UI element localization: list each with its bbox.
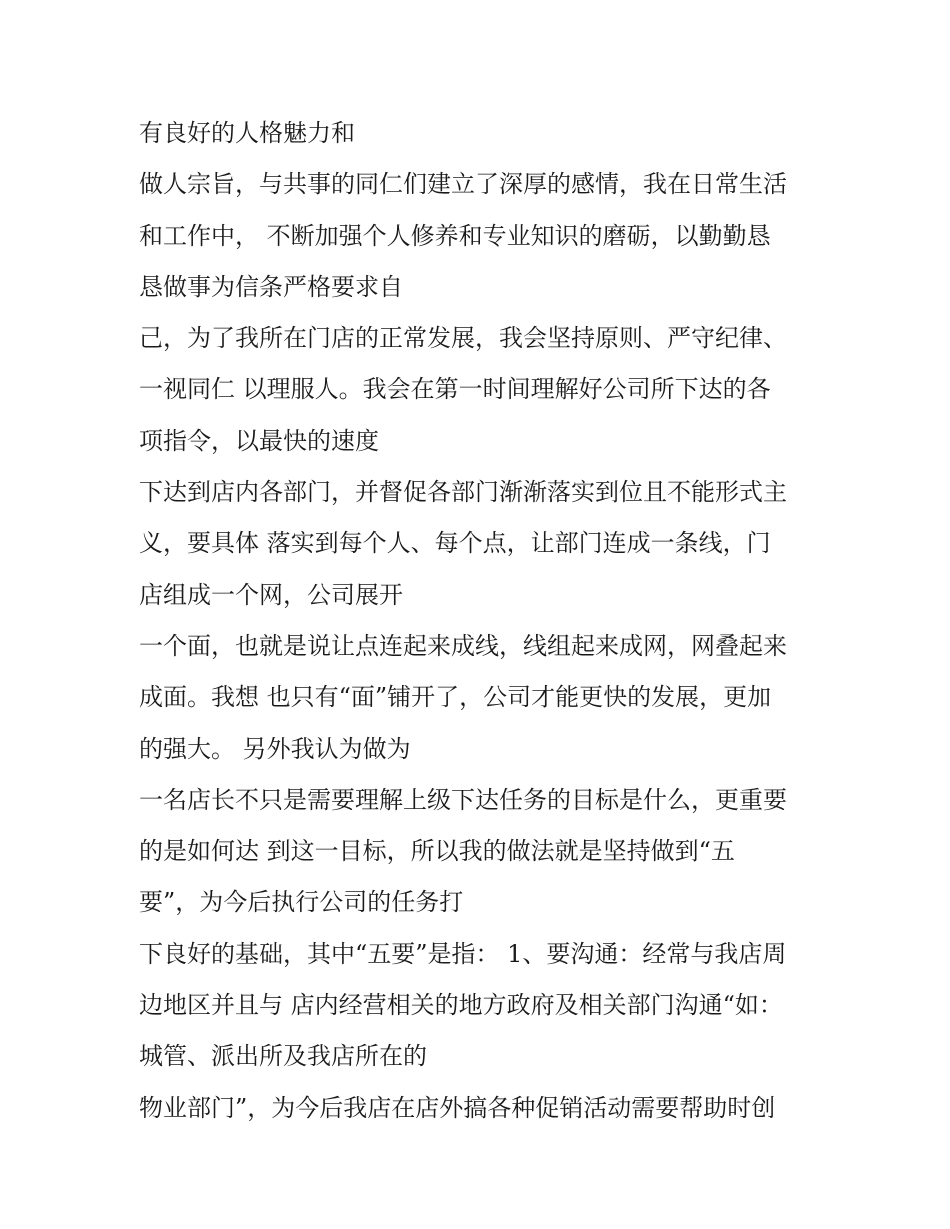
body-text <box>139 108 829 1134</box>
text-line: 物业部门”，为今后我店在店外搞各种促销活动需要帮助时创 <box>139 1093 776 1122</box>
text-line: 下良好的基础，其中“五要”是指： 1、要沟通：经常与我店周 <box>139 939 787 968</box>
text-line: 己，为了我所在门店的正常发展，我会坚持原则、严守纪律、 <box>139 324 787 353</box>
text-line: 成面。我想 也只有“面”铺开了，公司才能更快的发展，更加 <box>139 683 772 712</box>
text-line: 义，要具体 落实到每个人、每个点，让部门连成一条线，门 <box>139 529 771 558</box>
text-line: 边地区并且与 店内经营相关的地方政府及相关部门沟通“如： <box>139 991 783 1020</box>
text-line: 一个面，也就是说让点连起来成线，线组起来成网，网叠起来 <box>139 631 787 660</box>
text-line: 和工作中， 不断加强个人修养和专业知识的磨砺，以勤勤恳 <box>139 221 771 250</box>
text-line: 的强大。 另外我认为做为 <box>139 734 411 763</box>
text-line: 城管、派出所及我店所在的 <box>139 1042 427 1071</box>
text-line: 恳做事为信条严格要求自 <box>139 272 403 301</box>
text-line: 一名店长不只是需要理解上级下达任务的目标是什么，更重要 <box>139 785 787 814</box>
text-line: 项指令，以最快的速度 <box>139 426 379 455</box>
text-line: 店组成一个网，公司展开 <box>139 580 403 609</box>
text-line: 做人宗旨，与共事的同仁们建立了深厚的感情，我在日常生活 <box>139 170 787 199</box>
text-line: 下达到店内各部门，并督促各部门渐渐落实到位且不能形式主 <box>139 478 787 507</box>
text-line: 要”，为今后执行公司的任务打 <box>139 888 464 917</box>
text-line: 一视同仁 以理服人。我会在第一时间理解好公司所下达的各 <box>139 375 771 404</box>
text-line: 有良好的人格魅力和 <box>139 119 355 147</box>
text-line: 的是如何达 到这一目标，所以我的做法就是坚持做到“五 <box>139 837 735 866</box>
